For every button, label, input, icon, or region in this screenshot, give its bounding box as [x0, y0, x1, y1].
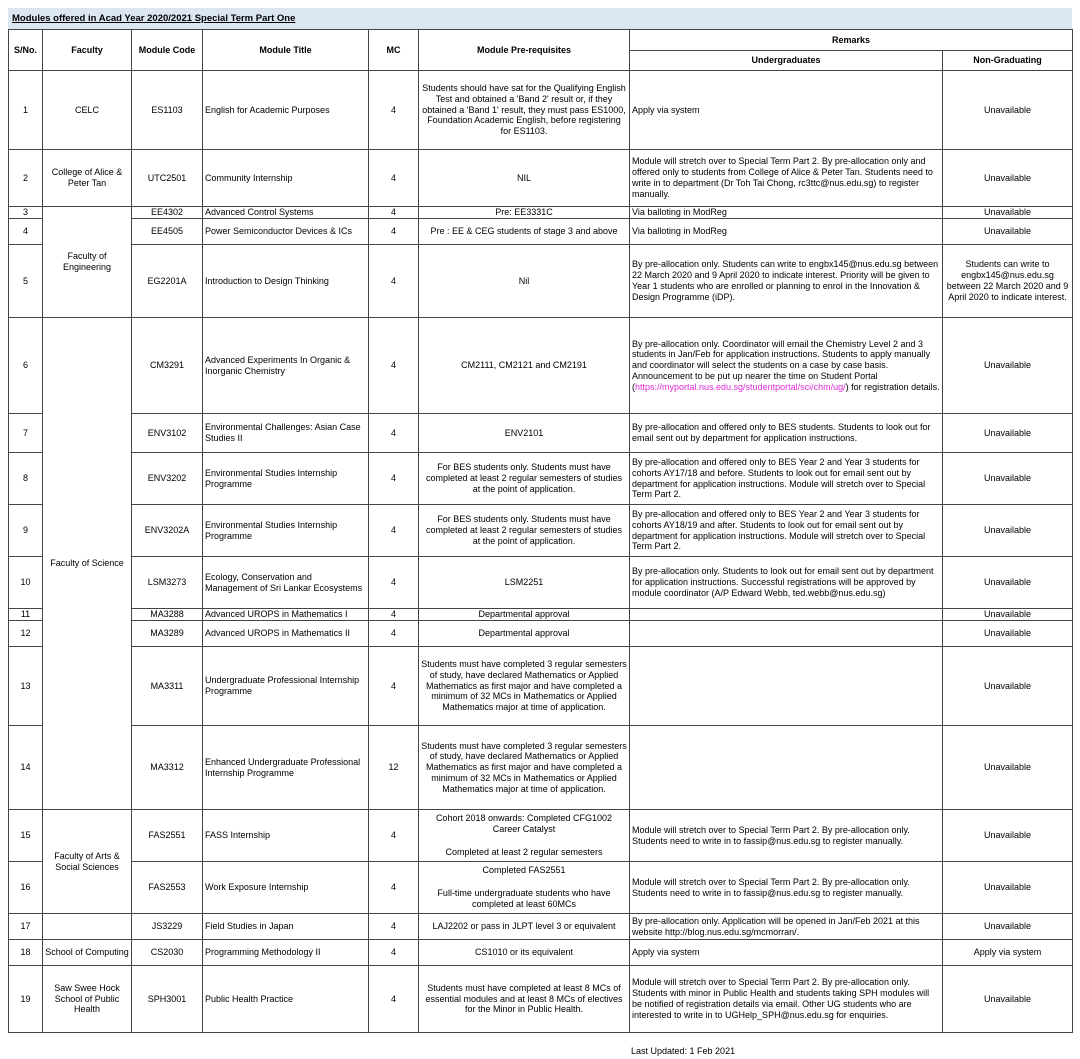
- cell-title: Advanced UROPS in Mathematics II: [203, 621, 369, 647]
- cell-non-graduating: Unavailable: [943, 414, 1073, 453]
- cell-prereq: For BES students only. Students must have completed at least 2 regular semesters of studies at the point of application.: [419, 505, 630, 557]
- table-row: [9, 71, 1073, 150]
- cell-non-graduating: Students can write to engbx145@nus.edu.sg between 22 March 2020 and 9 April 2020 to indicate interest.: [943, 245, 1073, 318]
- cell-non-graduating: Unavailable: [943, 557, 1073, 609]
- prereq-part-b: Full-time undergraduate students who have completed at least 60MCs: [437, 888, 611, 909]
- cell-prereq: Students must have completed 3 regular semesters of study, have declared Mathematics or Applied Mathematics as first major and have completed a minimum of 32 MCs in Mathematics or Applied Mathematics major at time of application.: [419, 647, 630, 726]
- cell-undergraduates: Via balloting in ModReg: [630, 207, 943, 219]
- cell-prereq: Departmental approval: [419, 621, 630, 647]
- prereq-part-a: Cohort 2018 onwards: Completed CFG1002 Career Catalyst: [435, 813, 613, 835]
- cell-code: ENV3102: [132, 414, 203, 453]
- cell-sno: 1: [9, 71, 43, 150]
- cell-mc: 4: [369, 940, 419, 966]
- cell-mc: 4: [369, 245, 419, 318]
- table-row: [9, 621, 1073, 647]
- cell-undergraduates: [630, 609, 943, 621]
- cell-non-graduating: Unavailable: [943, 71, 1073, 150]
- header-non-graduating: Non-Graduating: [943, 51, 1073, 71]
- cell-title: Power Semiconductor Devices & ICs: [203, 219, 369, 245]
- cell-title: Enhanced Undergraduate Professional Internship Programme: [203, 726, 369, 810]
- last-updated: Last Updated: 1 Feb 2021: [631, 1046, 736, 1056]
- table-row: [9, 726, 1073, 810]
- cell-faculty: Faculty of Arts & Social Sciences: [43, 810, 132, 914]
- cell-mc: 4: [369, 71, 419, 150]
- cell-prereq: For BES students only. Students must have completed at least 2 regular semesters of studies at the point of application.: [419, 453, 630, 505]
- cell-prereq: Pre : EE & CEG students of stage 3 and above: [419, 219, 630, 245]
- table-row: [9, 150, 1073, 207]
- cell-undergraduates: Module will stretch over to Special Term Part 2. By pre-allocation only. Students with minor in Public Health and students taking SPH modules will be notified of registration details via email. Other UG students who are interested to write in to UGHelp_SPH@nus.edu.sg for enquiries.: [630, 966, 943, 1033]
- cell-sno: 11: [9, 609, 43, 621]
- header-title: Module Title: [203, 30, 369, 71]
- student-portal-link[interactable]: https://myportal.nus.edu.sg/studentportal/sci/chm/ug/: [635, 381, 846, 392]
- cell-faculty: CELC: [43, 71, 132, 150]
- cell-undergraduates: By pre-allocation only. Application will be opened in Jan/Feb 2021 at this website http://blog.nus.edu.sg/mcmorran/.: [630, 914, 943, 940]
- cell-mc: 4: [369, 557, 419, 609]
- cell-undergraduates: Apply via system: [630, 71, 943, 150]
- cell-sno: 9: [9, 505, 43, 557]
- cell-sno: 5: [9, 245, 43, 318]
- cell-code: MA3289: [132, 621, 203, 647]
- ug-text-post: ) for registration details.: [845, 381, 940, 392]
- cell-mc: 4: [369, 505, 419, 557]
- table-row: [9, 318, 1073, 414]
- cell-code: ES1103: [132, 71, 203, 150]
- header-code: Module Code: [132, 30, 203, 71]
- cell-code: MA3311: [132, 647, 203, 726]
- cell-mc: 4: [369, 647, 419, 726]
- cell-mc: 4: [369, 609, 419, 621]
- table-row: [9, 810, 1073, 862]
- header-row: [9, 30, 1073, 51]
- cell-title: Work Exposure Internship: [203, 862, 369, 914]
- cell-sno: 8: [9, 453, 43, 505]
- cell-prereq: Nil: [419, 245, 630, 318]
- cell-sno: 14: [9, 726, 43, 810]
- cell-prereq: Pre: EE3331C: [419, 207, 630, 219]
- cell-undergraduates: Module will stretch over to Special Term Part 2. By pre-allocation only. Students need to write in to fassip@nus.edu.sg to register manually.: [630, 810, 943, 862]
- cell-prereq: LSM2251: [419, 557, 630, 609]
- cell-mc: 4: [369, 207, 419, 219]
- cell-mc: 4: [369, 862, 419, 914]
- cell-prereq: [419, 862, 630, 914]
- page-title: Modules offered in Acad Year 2020/2021 Special Term Part One: [12, 13, 296, 24]
- cell-undergraduates: Module will stretch over to Special Term Part 2. By pre-allocation only and offered only to students from College of Alice & Peter Tan. Students need to write in to department (Dr Toh Tai Chong, rc3ttc@nus.edu.sg) to register manually.: [630, 150, 943, 207]
- cell-title: Field Studies in Japan: [203, 914, 369, 940]
- table-row: [9, 966, 1073, 1033]
- cell-code: SPH3001: [132, 966, 203, 1033]
- header-undergraduates: Undergraduates: [630, 51, 943, 71]
- cell-title: Environmental Challenges: Asian Case Studies II: [203, 414, 369, 453]
- prereq-part-b: Completed at least 2 regular semesters: [445, 846, 603, 857]
- header-prereq: Module Pre-requisites: [419, 30, 630, 71]
- cell-code: EE4302: [132, 207, 203, 219]
- table-row: [9, 414, 1073, 453]
- cell-undergraduates: By pre-allocation and offered only to BES Year 2 and Year 3 students for cohorts AY17/18 and before. Students to look out for email sent out by department for application instructions. Module will stretch over to Special Term Part 2.: [630, 453, 943, 505]
- cell-code: LSM3273: [132, 557, 203, 609]
- cell-non-graduating: Unavailable: [943, 862, 1073, 914]
- cell-non-graduating: Unavailable: [943, 914, 1073, 940]
- cell-undergraduates: By pre-allocation only. Students to look out for email sent out by department for application instructions. Successful registrations will be approved by module coordinator (A/P Edward Webb, ted.webb@nus.edu.sg): [630, 557, 943, 609]
- cell-code: ENV3202: [132, 453, 203, 505]
- ug-text-pre: By pre-allocation only. Coordinator will email the Chemistry Level 2 and 3 students in Jan/Feb for application instructions. Students to apply manually and coordinator will select the students on a case by case basis. Announcement to be put up nearer the time on Student Portal (: [632, 338, 931, 392]
- cell-title: Ecology, Conservation and Management of Sri Lankar Ecosystems: [203, 557, 369, 609]
- table-row: [9, 914, 1073, 940]
- cell-undergraduates: Module will stretch over to Special Term Part 2. By pre-allocation only. Students need to write in to fassip@nus.edu.sg to register manually.: [630, 862, 943, 914]
- modules-table: [8, 29, 1073, 1033]
- cell-code: CS2030: [132, 940, 203, 966]
- cell-non-graduating: Unavailable: [943, 810, 1073, 862]
- cell-undergraduates: [630, 318, 943, 414]
- cell-prereq: NIL: [419, 150, 630, 207]
- cell-code: ENV3202A: [132, 505, 203, 557]
- header-faculty: Faculty: [43, 30, 132, 71]
- cell-non-graduating: Unavailable: [943, 219, 1073, 245]
- cell-mc: 4: [369, 219, 419, 245]
- cell-code: EG2201A: [132, 245, 203, 318]
- table-row: [9, 647, 1073, 726]
- cell-sno: 16: [9, 862, 43, 914]
- cell-code: UTC2501: [132, 150, 203, 207]
- cell-non-graduating: Unavailable: [943, 647, 1073, 726]
- header-mc: MC: [369, 30, 419, 71]
- cell-prereq: CM2111, CM2121 and CM2191: [419, 318, 630, 414]
- cell-non-graduating: Unavailable: [943, 207, 1073, 219]
- cell-sno: 6: [9, 318, 43, 414]
- header-sno: S/No.: [9, 30, 43, 71]
- cell-sno: 2: [9, 150, 43, 207]
- cell-title: Advanced Control Systems: [203, 207, 369, 219]
- cell-title: English for Academic Purposes: [203, 71, 369, 150]
- cell-sno: 17: [9, 914, 43, 940]
- cell-mc: 4: [369, 453, 419, 505]
- table-row: [9, 207, 1073, 219]
- cell-non-graduating: Unavailable: [943, 453, 1073, 505]
- cell-code: CM3291: [132, 318, 203, 414]
- cell-mc: 12: [369, 726, 419, 810]
- cell-prereq: Students must have completed at least 8 MCs of essential modules and at least 8 MCs of electives for the Minor in Public Health.: [419, 966, 630, 1033]
- cell-non-graduating: Unavailable: [943, 966, 1073, 1033]
- table-row: [9, 557, 1073, 609]
- cell-faculty: Saw Swee Hock School of Public Health: [43, 966, 132, 1033]
- cell-mc: 4: [369, 810, 419, 862]
- cell-non-graduating: Unavailable: [943, 726, 1073, 810]
- cell-faculty: College of Alice & Peter Tan: [43, 150, 132, 207]
- cell-title: Environmental Studies Internship Programme: [203, 505, 369, 557]
- table-row: [9, 505, 1073, 557]
- cell-sno: 18: [9, 940, 43, 966]
- cell-non-graduating: Unavailable: [943, 621, 1073, 647]
- cell-undergraduates: [630, 726, 943, 810]
- cell-prereq: [419, 810, 630, 862]
- cell-undergraduates: By pre-allocation and offered only to BES Year 2 and Year 3 students for cohorts AY18/19 and after. Students to look out for email sent out by department for application instructions. Module will stretch over to Special Term Part 2.: [630, 505, 943, 557]
- cell-sno: 10: [9, 557, 43, 609]
- cell-undergraduates: [630, 647, 943, 726]
- cell-non-graduating: Unavailable: [943, 609, 1073, 621]
- cell-non-graduating: Unavailable: [943, 318, 1073, 414]
- cell-sno: 3: [9, 207, 43, 219]
- cell-undergraduates: By pre-allocation and offered only to BES students. Students to look out for email sent out by department for application instructions.: [630, 414, 943, 453]
- cell-title: Community Internship: [203, 150, 369, 207]
- cell-undergraduates: Apply via system: [630, 940, 943, 966]
- cell-title: Advanced Experiments In Organic & Inorganic Chemistry: [203, 318, 369, 414]
- cell-title: Advanced UROPS in Mathematics I: [203, 609, 369, 621]
- cell-prereq: CS1010 or its equivalent: [419, 940, 630, 966]
- cell-sno: 7: [9, 414, 43, 453]
- table-row: [9, 219, 1073, 245]
- cell-prereq: Departmental approval: [419, 609, 630, 621]
- cell-code: FAS2553: [132, 862, 203, 914]
- cell-title: Environmental Studies Internship Programme: [203, 453, 369, 505]
- cell-mc: 4: [369, 318, 419, 414]
- table-row: [9, 940, 1073, 966]
- table-row: [9, 453, 1073, 505]
- cell-title: Introduction to Design Thinking: [203, 245, 369, 318]
- table-row: [9, 245, 1073, 318]
- cell-title: Programming Methodology II: [203, 940, 369, 966]
- cell-title: Public Health Practice: [203, 966, 369, 1033]
- cell-sno: 15: [9, 810, 43, 862]
- cell-undergraduates: Via balloting in ModReg: [630, 219, 943, 245]
- cell-code: FAS2551: [132, 810, 203, 862]
- cell-mc: 4: [369, 621, 419, 647]
- cell-prereq: ENV2101: [419, 414, 630, 453]
- cell-non-graduating: Unavailable: [943, 505, 1073, 557]
- cell-mc: 4: [369, 914, 419, 940]
- cell-non-graduating: Apply via system: [943, 940, 1073, 966]
- title-bar: [8, 8, 1072, 29]
- cell-code: JS3229: [132, 914, 203, 940]
- cell-prereq: LAJ2202 or pass in JLPT level 3 or equivalent: [419, 914, 630, 940]
- cell-code: MA3288: [132, 609, 203, 621]
- cell-sno: 12: [9, 621, 43, 647]
- cell-faculty: [43, 914, 132, 940]
- cell-non-graduating: Unavailable: [943, 150, 1073, 207]
- table-row: [9, 862, 1073, 914]
- cell-prereq: Students should have sat for the Qualifying English Test and obtained a 'Band 2' result or, if they obtained a 'Band 1' result, they must pass ES1000, Foundation Academic English, before registering for ES1103.: [419, 71, 630, 150]
- cell-code: EE4505: [132, 219, 203, 245]
- header-remarks: Remarks: [630, 30, 1073, 51]
- prereq-part-a: Completed FAS2551: [482, 865, 566, 876]
- cell-undergraduates: [630, 621, 943, 647]
- table-row: [9, 609, 1073, 621]
- cell-faculty: School of Computing: [43, 940, 132, 966]
- cell-title: FASS Internship: [203, 810, 369, 862]
- cell-sno: 4: [9, 219, 43, 245]
- cell-faculty: Faculty of Science: [43, 318, 132, 810]
- cell-mc: 4: [369, 150, 419, 207]
- cell-title: Undergraduate Professional Internship Programme: [203, 647, 369, 726]
- cell-prereq: Students must have completed 3 regular semesters of study, have declared Mathematics or Applied Mathematics as first major and have completed a minimum of 32 MCs in Mathematics or Applied Mathematics major at time of application.: [419, 726, 630, 810]
- cell-faculty: Faculty of Engineering: [43, 207, 132, 318]
- cell-undergraduates: By pre-allocation only. Students can write to engbx145@nus.edu.sg between 22 March 2020 and 9 April 2020 to indicate interest. Priority will be given to Year 1 students who are enrolled or planning to enrol in the Innovation & Design Programme (iDP).: [630, 245, 943, 318]
- cell-sno: 19: [9, 966, 43, 1033]
- cell-mc: 4: [369, 966, 419, 1033]
- cell-code: MA3312: [132, 726, 203, 810]
- cell-sno: 13: [9, 647, 43, 726]
- cell-mc: 4: [369, 414, 419, 453]
